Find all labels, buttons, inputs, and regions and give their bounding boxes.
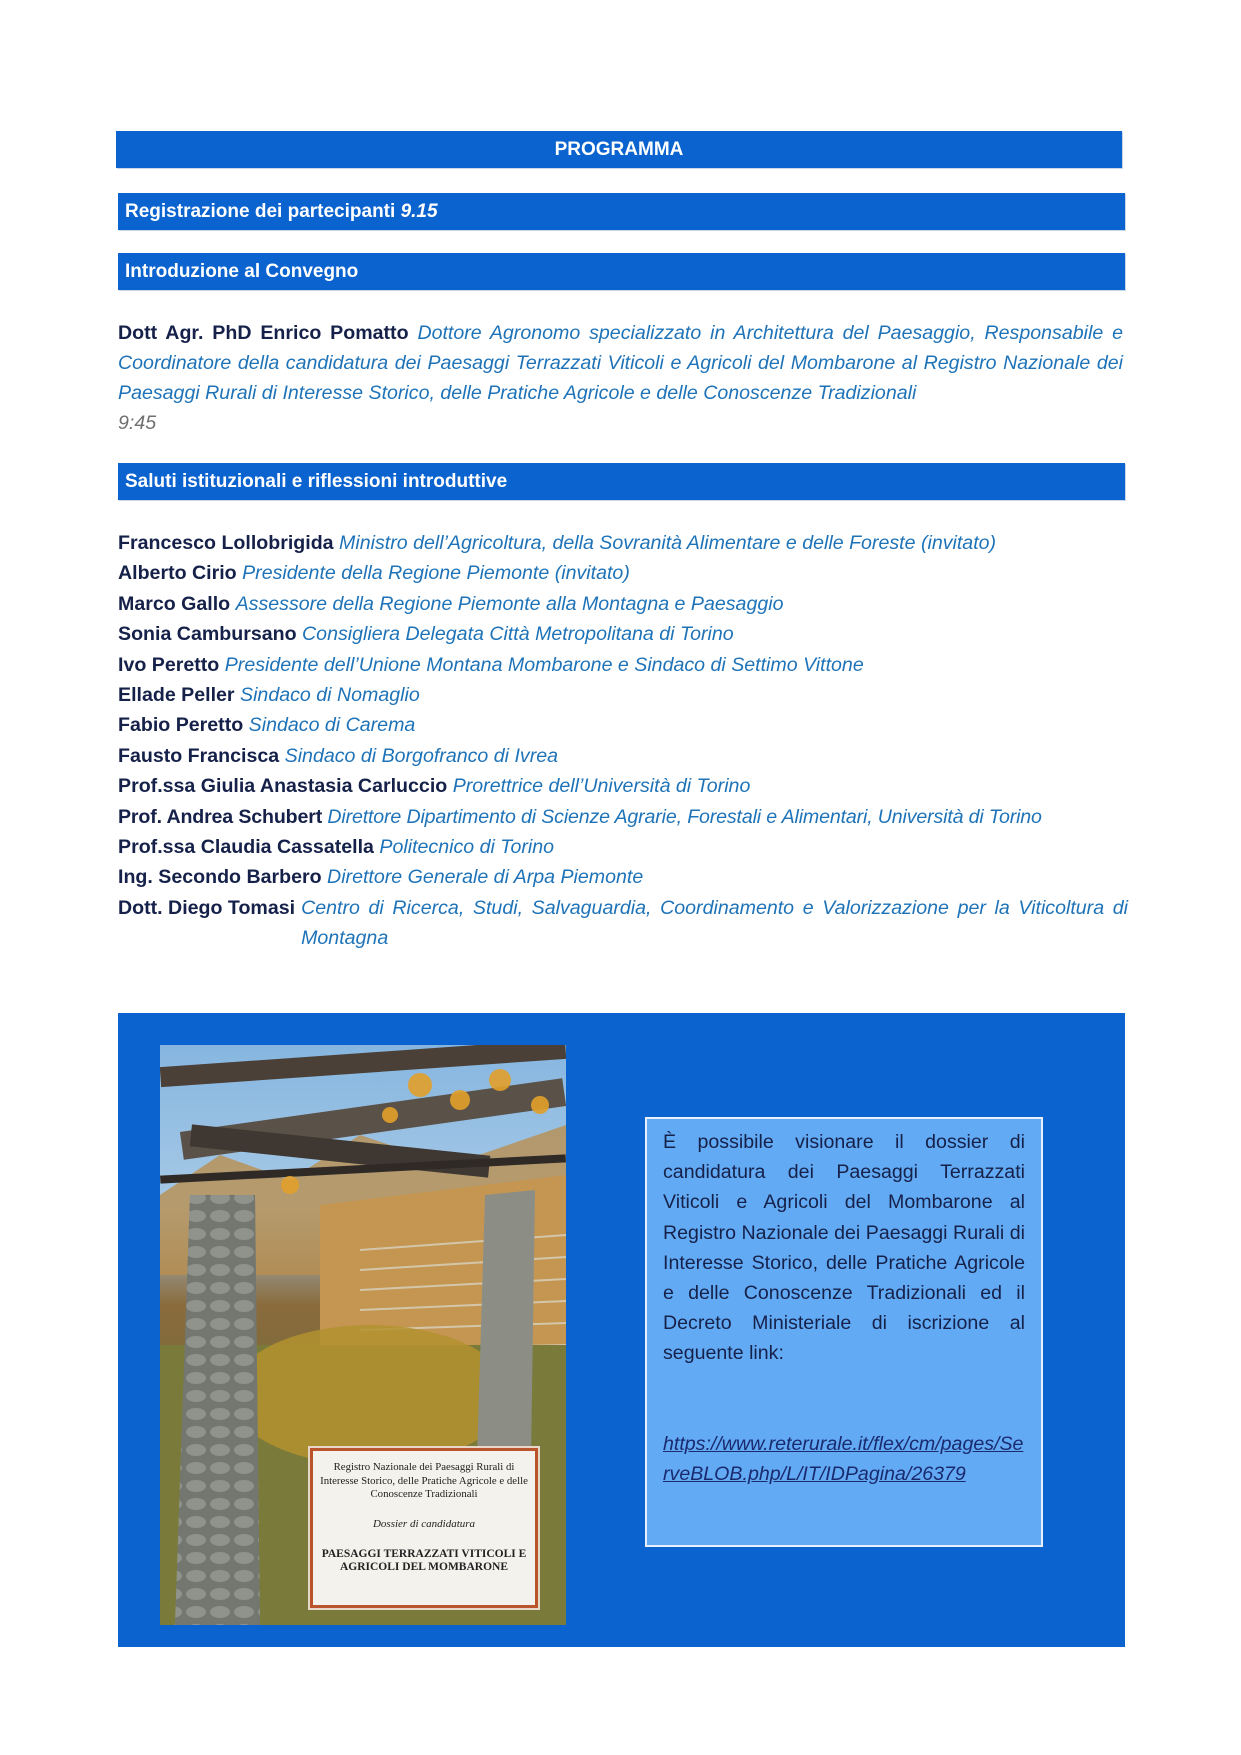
speaker-name: Alberto Cirio — [118, 562, 237, 585]
dossier-cover-label — [310, 1448, 538, 1608]
speaker-role: Assessore della Regione Piemonte alla Montagna e Paesaggio — [235, 592, 784, 615]
greetings-section-title: Saluti istituzionali e riflessioni introduttive — [125, 471, 508, 492]
list-item — [118, 680, 1128, 710]
speaker-name: Marco Gallo — [118, 592, 231, 615]
speaker-name: Prof.ssa Giulia Anastasia Carluccio — [118, 775, 448, 798]
list-item — [118, 771, 1128, 801]
list-item — [118, 862, 1128, 892]
dossier-link[interactable]: https://www.reterurale.it/flex/cm/pages/ServeBLOB.php/L/IT/IDPagina/26379 — [663, 1432, 1024, 1485]
speaker-name: Francesco Lollobrigida — [118, 532, 334, 554]
registration-bar — [118, 193, 1125, 230]
intro-section-title: Introduzione al Convegno — [125, 261, 359, 282]
speaker-name: Fabio Peretto — [118, 714, 244, 737]
cover-subtitle: Dossier di candidatura — [372, 1517, 476, 1530]
list-item — [118, 619, 1128, 649]
speaker-role: Consigliera Delegata Città Metropolitana di Torino — [302, 623, 734, 646]
list-item — [118, 893, 1128, 954]
speaker-name: Sonia Cambursano — [118, 623, 297, 646]
speaker-role: Sindaco di Borgofranco di Ivrea — [284, 744, 559, 767]
dossier-info-box — [645, 1117, 1043, 1547]
registration-label: Registrazione dei partecipanti — [125, 201, 396, 222]
speaker-role: Ministro dell’Agricoltura, della Sovranità Alimentare e delle Foreste (invitato) — [339, 532, 997, 554]
registration-text — [125, 193, 438, 230]
speaker-role: Presidente dell’Unione Montana Mombarone e Sindaco di Settimo Vittone — [224, 653, 864, 676]
speaker-role: Sindaco di Nomaglio — [240, 684, 420, 707]
cover-name: PAESAGGI TERRAZZATI VITICOLI E AGRICOLI DEL MOMBARONE — [321, 1547, 527, 1573]
speaker-role: Direttore Dipartimento di Scienze Agrarie, Forestali e Alimentari, Università di Torino — [327, 805, 1042, 828]
speakers-list — [118, 528, 1128, 954]
intro-time: 9:45 — [118, 412, 157, 434]
list-item — [118, 832, 1128, 862]
speaker-name: Ivo Peretto — [118, 653, 220, 676]
dossier-cover-image — [160, 1045, 566, 1625]
dossier-panel — [118, 1013, 1125, 1647]
speaker-role: Presidente della Regione Piemonte (invitato) — [242, 562, 630, 585]
speaker-role: Prorettrice dell’Università di Torino — [452, 775, 751, 798]
list-item — [118, 589, 1128, 619]
list-item — [118, 528, 1128, 558]
list-item — [118, 650, 1128, 680]
speaker-role: Politecnico di Torino — [379, 836, 555, 859]
speaker-role: Centro di Ricerca, Studi, Salvaguardia, Coordinamento e Valorizzazione per la Viticoltura di Montagna — [301, 896, 1128, 950]
speaker-name: Prof.ssa Claudia Cassatella — [118, 836, 374, 859]
speaker-name: Prof. Andrea Schubert — [118, 805, 323, 828]
speaker-name: Fausto Francisca — [118, 744, 280, 767]
cover-title: Registro Nazionale dei Paesaggi Rurali di Interesse Storico, delle Pratiche Agricole e delle Conoscenze Tradizionali — [320, 1461, 528, 1500]
intro-speaker-role: Dottore Agronomo specializzato in Architettura del Paesaggio, Responsabile e Coordinatore della candidatura dei Paesaggi Terrazzati Viticoli e Agricoli del Mombarone al Registro Nazionale dei Paesaggi Rurali di Interesse Storico, delle Pratiche Agricole e delle Conoscenze Tradizionali — [118, 322, 1124, 404]
intro-section-bar — [118, 253, 1125, 290]
intro-speaker-block — [118, 318, 1123, 438]
dossier-info-text: È possibile visionare il dossier di candidatura dei Paesaggi Terrazzati Viticoli e Agricoli del Mombarone al Registro Nazionale dei Paesaggi Rurali di Interesse Storico, delle Pratiche Agricole e delle Conoscenze Tradizionali ed il Decreto Ministeriale di iscrizione al seguente link: — [663, 1131, 1025, 1365]
speaker-name: Ing. Secondo Barbero — [118, 866, 322, 889]
list-item — [118, 558, 1128, 588]
programma-header — [116, 131, 1122, 168]
list-item — [118, 710, 1128, 740]
greetings-section-bar — [118, 463, 1125, 500]
intro-speaker-name: Dott Agr. PhD Enrico Pomatto — [118, 322, 409, 344]
speaker-name: Dott. Diego Tomasi — [118, 896, 296, 919]
registration-time: 9.15 — [400, 201, 438, 222]
programma-title: PROGRAMMA — [554, 139, 684, 160]
speaker-role: Direttore Generale di Arpa Piemonte — [327, 866, 644, 889]
list-item — [118, 741, 1128, 771]
list-item — [118, 802, 1128, 832]
speaker-name: Ellade Peller — [118, 684, 235, 707]
speaker-role: Sindaco di Carema — [248, 714, 416, 737]
